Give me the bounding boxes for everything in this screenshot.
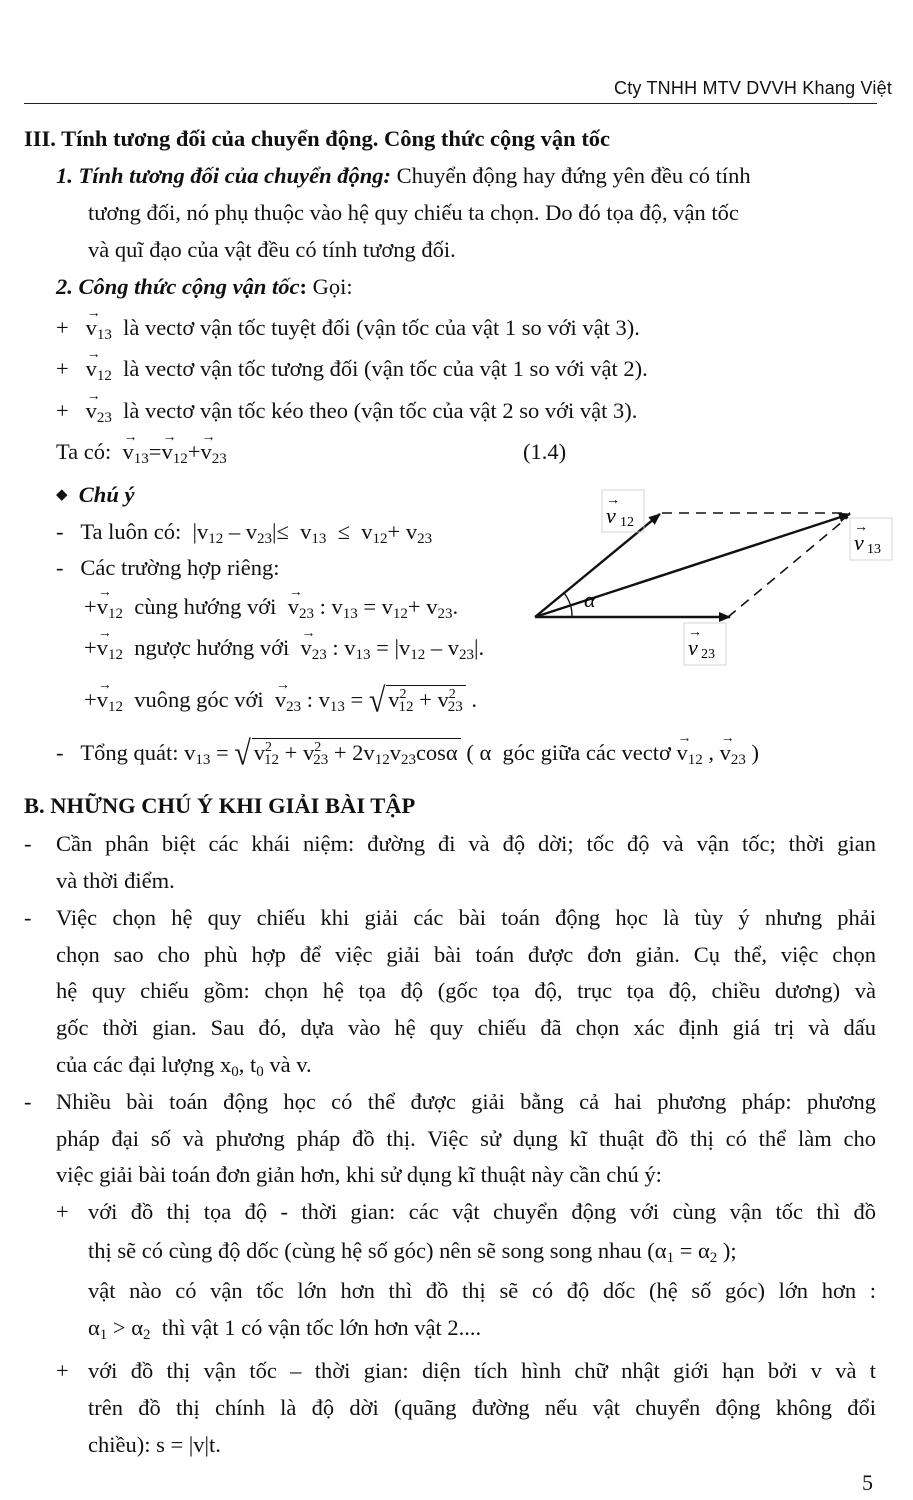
v23-label: [684, 623, 726, 665]
b-sub-1-line-1: với đồ thị tọa độ - thời gian: các vật chuyển động với cùng vận tốc thì đồ: [88, 1199, 876, 1224]
para-1-text: Chuyển động hay đứng yên đều có tính: [396, 163, 751, 188]
note-title: Chú ý: [78, 482, 135, 507]
equation-number: (1.4): [523, 439, 567, 464]
general-formula: - Tổng quát: $v_{13}$ = √ $v^2_{12} + v^2_{23} + 2v_{12}v_{23}\cos\alpha$ ( α góc giữa các vectơ → $v_{12}$ , → $v_{23}$ ): [56, 738, 759, 768]
note-inequality-label: Ta luôn có:: [80, 519, 182, 544]
b-sub-bullet-1-plus: +: [56, 1199, 69, 1224]
v12-letter: v: [606, 503, 616, 528]
bullet-v23: + → $v_{23}$ là vectơ vận tốc kéo theo (vận tốc của vật 2 so với vật 3).: [56, 397, 637, 425]
para-1-label: 1. Tính tương đối của chuyển động:: [56, 163, 391, 188]
b-para-2-line-5-a: của các đại lượng x: [56, 1052, 232, 1077]
bullet-v13: + → $v_{13}$ là vectơ vận tốc tuyệt đối (vận tốc của vật 1 so với vật 3).: [56, 314, 640, 342]
b-sub-2-line-3: chiều): s = |v|t.: [88, 1432, 221, 1457]
publisher-header: Cty TNHH MTV DVVH Khang Việt: [614, 78, 893, 98]
b-bullet-3-dash: -: [24, 1089, 32, 1114]
v13-letter: v: [854, 530, 864, 555]
b-para-2-line-3: hệ quy chiếu gồm: chọn hệ tọa độ (gốc tọa độ, trục tọa độ, chiều dương) và: [56, 978, 876, 1003]
para-1-line-3: và quĩ đạo của vật đều có tính tương đối.: [88, 237, 456, 262]
bullet-v12-text: là vectơ vận tốc tương đối (vận tốc của vật 1 so với vật 2).: [123, 356, 648, 381]
b-para-3-line-3: việc giải bài toán đơn giản hơn, khi sử dụng kĩ thuật này cần chú ý:: [56, 1162, 662, 1187]
note-special-cases-text: Các trường hợp riêng:: [80, 555, 280, 580]
svg-text:→: →: [606, 493, 620, 508]
vector-v13-arrow: [535, 514, 850, 617]
b-bullet-1-dash: -: [24, 831, 32, 856]
vector-v12-arrow: [535, 514, 660, 617]
v13-subscript: 13: [867, 542, 881, 557]
case-opposite-direction: +→ $v_{12}$ ngược hướng với → $v_{23}$ : $v_{13} = |v_{12} - v_{23}|$.: [84, 634, 484, 662]
section-3-title: III. Tính tương đối của chuyển động. Công thức cộng vận tốc: [24, 126, 611, 151]
v23-subscript: 23: [701, 647, 715, 662]
dashed-right-side: [728, 517, 848, 617]
b-sub-bullet-2-plus: +: [56, 1358, 69, 1383]
general-note-text: góc giữa các vectơ: [502, 740, 671, 765]
b-para-3-line-2: pháp đại số và phương pháp đồ thị. Việc sử dụng kĩ thuật đồ thị có thể làm cho: [56, 1126, 876, 1151]
bullet-v12: + → $v_{12}$ là vectơ vận tốc tương đối (vận tốc của vật 1 so với vật 2).: [56, 355, 648, 383]
taco-label: Ta có:: [56, 439, 112, 464]
bullet-v23-text: là vectơ vận tốc kéo theo (vận tốc của vật 2 so với vật 3).: [123, 398, 638, 423]
header-rule: [24, 103, 877, 104]
b-bullet-2-dash: -: [24, 905, 32, 930]
bullet-v13-text: là vectơ vận tốc tuyệt đối (vận tốc của vật 1 so với vật 3).: [123, 315, 640, 340]
b-sub-1-line-2-text: thị sẽ có cùng độ dốc (cùng hệ số góc) nên sẽ song song nhau (: [88, 1238, 655, 1263]
vector-parallelogram-diagram: [520, 480, 900, 670]
b-para-1-line-1: Cần phân biệt các khái niệm: đường đi và độ dời; tốc độ và vận tốc; thời gian: [56, 831, 876, 856]
note-special-cases: - Các trường hợp riêng:: [56, 555, 280, 580]
velocity-addition-formula: Ta có: → $v_{13}=\to v_{12}+\to v_{23}$: [56, 438, 227, 466]
para-2-line: [56, 273, 353, 301]
note-inequality: - Ta luôn có: $|v_{12} - v_{23}|\le v_{13} \le v_{12}+ v_{23}$: [56, 519, 433, 547]
b-para-1-line-2: và thời điểm.: [56, 868, 175, 893]
svg-text:→: →: [688, 625, 702, 640]
b-para-2-line-1: Việc chọn hệ quy chiếu khi giải các bài toán động học là tùy ý nhưng phải: [56, 905, 876, 930]
svg-text:→: →: [854, 520, 868, 535]
v23-letter: v: [688, 635, 698, 660]
case-perpendicular-text: vuông góc với: [134, 687, 264, 712]
b-sub-1-line-4-text: thì vật 1 có vận tốc lớn hơn vật 2....: [161, 1315, 482, 1340]
alpha-label: α: [584, 587, 596, 612]
para-1-line-2: tương đối, nó phụ thuộc vào hệ quy chiếu ta chọn. Do đó tọa độ, vận tốc: [88, 200, 739, 225]
para-2-label: 2. Công thức cộng vận tốc: [56, 274, 300, 299]
para-1-line-1: [56, 162, 751, 190]
para-2-colon: :: [299, 274, 307, 299]
case-opposite-text: ngược hướng với: [134, 635, 290, 660]
note-heading: ◆ Chú ý: [56, 482, 135, 507]
b-para-2-line-4: gốc thời gian. Sau đó, dựa vào hệ quy chiếu đã chọn xác định giá trị và dấu: [56, 1015, 876, 1040]
general-label: Tổng quát:: [80, 740, 179, 765]
b-sub-2-line-2: trên đồ thị chính là độ dời (quãng đường nếu vật chuyển động không đổi: [88, 1395, 876, 1420]
b-sub-1-line-4: $\alpha_1 > \alpha_2$ thì vật 1 có vận tốc lớn hơn vật 2....: [88, 1315, 482, 1343]
b-para-2-line-2: chọn sao cho phù hợp để việc giải bài toán được đơn giản. Cụ thể, việc chọn: [56, 942, 876, 967]
case-same-direction: +→ $v_{12}$ cùng hướng với → $v_{23}$ : $v_{13} = v_{12}+ v_{23}$.: [84, 593, 458, 621]
b-para-2-line-5-c: và v.: [269, 1052, 312, 1077]
page-number: 5: [862, 1470, 873, 1495]
v12-label: [602, 490, 644, 532]
b-para-3-line-1: Nhiều bài toán động học có thể được giải bằng cả hai phương pháp: phương: [56, 1089, 876, 1114]
b-para-2-line-5: của các đại lượng $x_0$, $t_0$ và v.: [56, 1052, 312, 1080]
b-sub-2-line-1: với đồ thị vận tốc – thời gian: diện tích hình chữ nhật giới hạn bởi v và t: [88, 1358, 876, 1383]
v12-subscript: 12: [620, 515, 634, 530]
v13-label: [850, 518, 892, 560]
b-para-2-line-5-b: , t: [238, 1052, 257, 1077]
b-sub-1-line-3: vật nào có vận tốc lớn hơn thì đồ thị sẽ có độ dốc (hệ số góc) lớn hơn :: [88, 1278, 876, 1303]
case-perpendicular: +→ $v_{12}$ vuông góc với → $v_{23}$ : $v_{13}$ = √ $v^2_{12} + v^2_{23}$ .: [84, 685, 477, 715]
para-2-text: Gọi:: [312, 274, 353, 299]
b-sub-1-line-2: thị sẽ có cùng độ dốc (cùng hệ số góc) nên sẽ song song nhau ($\alpha_1 = \alpha_2$ );: [88, 1238, 737, 1266]
section-b-title: B. NHỮNG CHÚ Ý KHI GIẢI BÀI TẬP: [24, 793, 416, 818]
case-same-text: cùng hướng với: [134, 594, 277, 619]
